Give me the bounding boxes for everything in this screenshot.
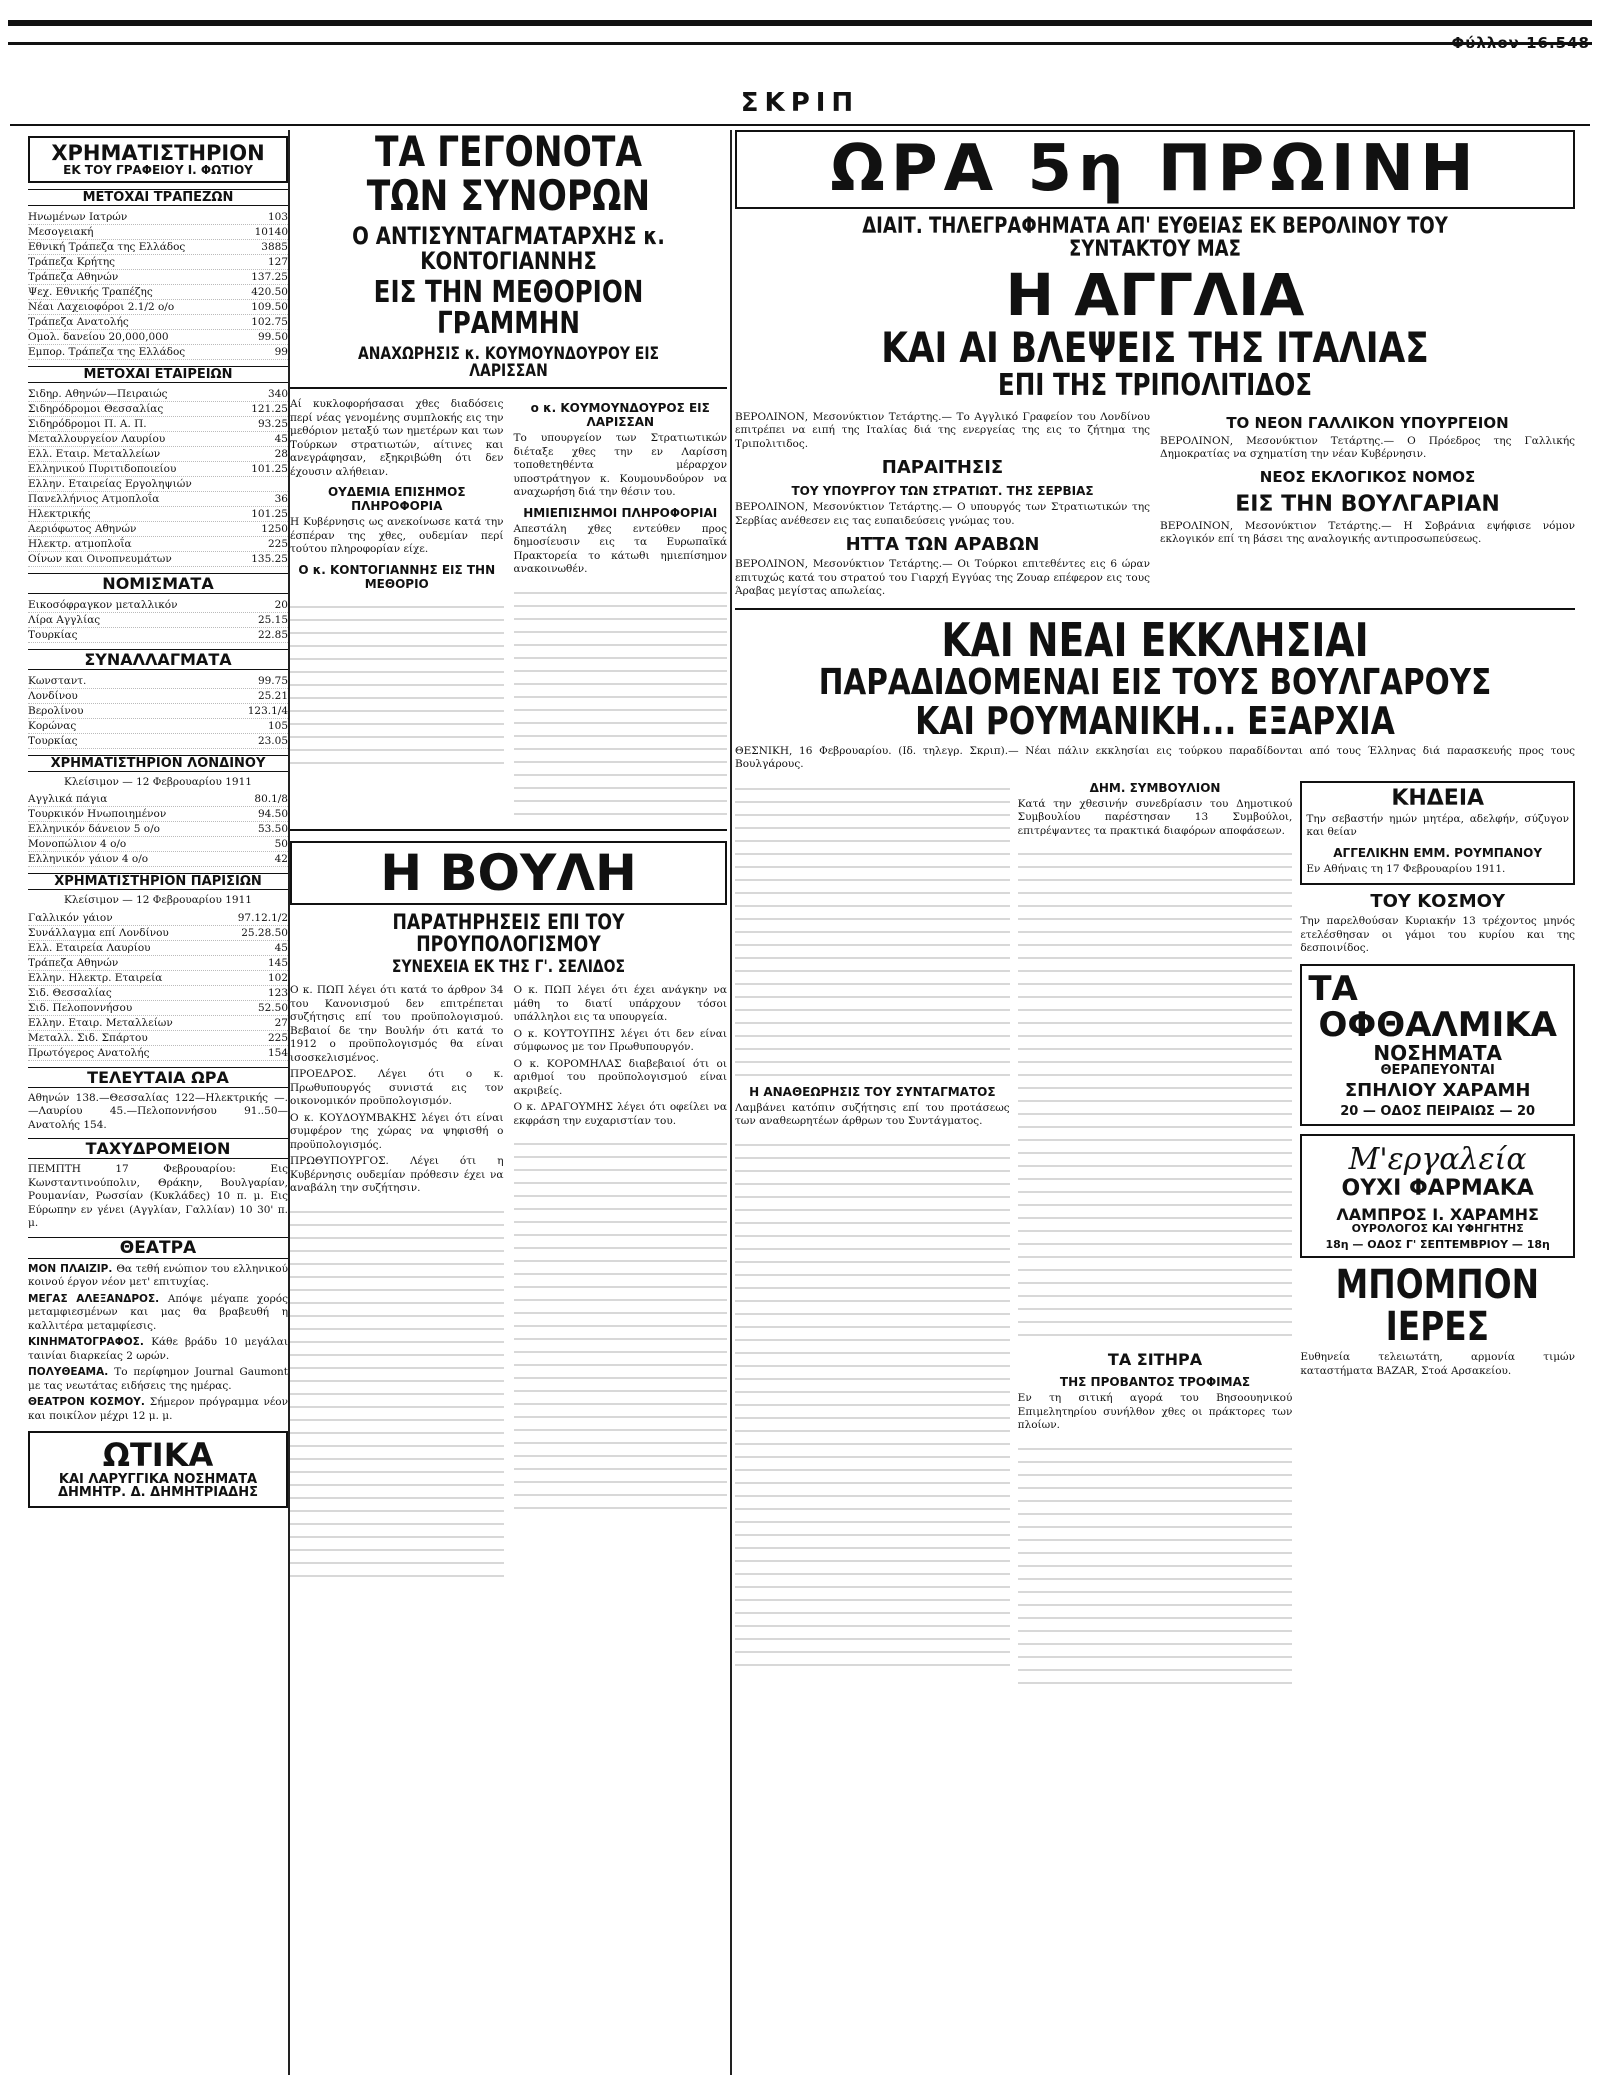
- price-label: Βερολίνου: [28, 704, 84, 717]
- text-block: [290, 597, 504, 767]
- grain-heading: ΤΑ ΣΙΤΗΡΑ: [1107, 1350, 1203, 1370]
- bulgaria-heading: ΝΕΟΣ ΕΚΛΟΓΙΚΟΣ ΝΟΜΟΣ: [1259, 467, 1476, 486]
- bonbon-ad-title: ΜΠΟΜΠΟΝ ΙΕΡΕΣ: [1335, 1262, 1540, 1351]
- parliament-text-5: Ο κ. ΠΩΠ λέγει ότι έχει ανάγκην να μάθη το διατί υπάρχουν τόσοι υπάλληλοι εις τα υπουργεία.: [513, 984, 727, 1024]
- theatre-text: Θα τεθή ενώπιον του ελληνικού κοινού έργον νέον μετ' επιτυχίας.: [28, 1262, 288, 1289]
- price-row: [28, 837, 288, 852]
- price-value: 109.50: [251, 300, 288, 313]
- price-row: [28, 719, 288, 734]
- border-text-3: Η Κυβέρνησις ως ανεκοίνωσε κατά την έσπέραν της χθες, ουδεμίαν περί τούτου πληροφορίαν είχε.: [290, 516, 504, 556]
- border-headline: ΤΑ ΓΕΓΟΝΟΤΑ ΤΩΝ ΣΥΝΟΡΩΝ: [366, 130, 651, 221]
- parliament-text-4: ΠΡΩΘΥΠΟΥΡΓΟΣ. Λέγει ότι η Κυβέρνησις ουδεμίαν πρόθεσιν έχει να αναβάλη την συζήτησιν.: [290, 1155, 504, 1195]
- kontogiannis-heading: Ο κ. ΚΟΝΤΟΓΙΑΝΝΗΣ ΕΙΣ ΤΗΝ ΜΕΘΟΡΙΟ: [298, 562, 496, 591]
- eye-clinic-ad: [1300, 964, 1575, 1127]
- price-row: [28, 941, 288, 956]
- telegram-text-4: ΒΕΡΟΛΙΝΟΝ, Μεσονύκτιον Τετάρτης.— Ο Πρόεδρος της Γαλλικής Δημοκρατίας να σχηματίση την νέαν Κυβέρνησιν.: [1160, 434, 1575, 461]
- border-text-4: Απεστάλη χθες εντεύθεν προς δημοσίευσιν εις τα Ευρωπαϊκά Πρακτορεία το κάτωθι ημιεπίσημον ανακοινωθέν.: [513, 522, 727, 576]
- price-label: Σιδηρόδρομοι Π. Α. Π.: [28, 417, 147, 430]
- companies-heading: ΜΕΤΟΧΑΙ ΕΤΑΙΡΕΙΩΝ: [28, 366, 288, 383]
- price-label: Κορώνας: [28, 719, 77, 732]
- churches-sub1: ΠΑΡΑΔΙΔΟΜΕΝΑΙ ΕΙΣ ΤΟΥΣ ΒΟΥΛΓΑΡΟΥΣ: [818, 662, 1492, 704]
- london-date: Κλείσιμον — 12 Φεβρουαρίου 1911: [64, 775, 252, 788]
- theatres-list: [28, 1263, 288, 1424]
- england-sub2: ΕΠΙ ΤΗΣ ΤΡΙΠΟΛΙΤΙΔΟΣ: [997, 368, 1313, 404]
- price-label: Εθνική Τράπεζα της Ελλάδος: [28, 240, 186, 253]
- fx-heading: ΣΥΝΑΛΛΑΓΜΑΤΑ: [28, 649, 288, 670]
- price-row: [28, 704, 288, 719]
- companies-table: [28, 387, 288, 567]
- ad-title: ΩΤΙΚΑ: [102, 1436, 214, 1475]
- price-value: 80.1/8: [254, 793, 288, 806]
- price-row: [28, 240, 288, 255]
- text-block: [735, 779, 1010, 1079]
- price-value: 23.05: [257, 734, 288, 747]
- price-label: Τράπεζα Ανατολής: [28, 315, 129, 328]
- price-row: [28, 507, 288, 522]
- price-label: Τράπεζα Κρήτης: [28, 255, 116, 268]
- column-telegrams: [735, 130, 1575, 2075]
- price-row: [28, 300, 288, 315]
- price-value: 50: [274, 838, 288, 851]
- price-label: Ομολ. δανείου 20,000,000: [28, 330, 169, 343]
- price-value: 1250: [261, 522, 288, 535]
- theatre-entry: [28, 1336, 288, 1363]
- parliament-banner: [290, 841, 727, 906]
- price-row: [28, 447, 288, 462]
- coins-table: [28, 598, 288, 643]
- price-row: [28, 432, 288, 447]
- post-heading: ΤΑΧΥΔΡΟΜΕΙΟΝ: [28, 1138, 288, 1159]
- price-value: 135.25: [251, 552, 288, 565]
- price-label: Πρωτόγερος Ανατολής: [28, 1046, 150, 1059]
- border-sub3: ΑΝΑΧΩΡΗΣΙΣ κ. ΚΟΥΜΟΥΝΔΟΥΡΟΥ ΕΙΣ ΛΑΡΙΣΣΑΝ: [357, 343, 660, 382]
- price-row: [28, 492, 288, 507]
- telegram-text-9: Εν τη σιτική αγορά του Βησοουηνικού Επιμελητηρίου συνήλθον χθες οι πράκτορες των πλοίων.: [1017, 1392, 1293, 1432]
- masthead: ΣΚΡΙΠ: [740, 88, 860, 118]
- price-row: [28, 956, 288, 971]
- paris-table: [28, 911, 288, 1061]
- price-row: [28, 598, 288, 613]
- price-value: 154: [267, 1046, 288, 1059]
- price-value: 102.75: [251, 315, 288, 328]
- telegram-text-1: ΒΕΡΟΛΙΝΟΝ, Μεσονύκτιον Τετάρτης.— Το Αγγλικό Γραφείον του Λονδίνου επιτρέπει να ειπή της Ιταλίας διά της ενεργείας της εις το ζήτημα της Τριπολιτιδος.: [735, 410, 1150, 450]
- parliament-text-6: Ο κ. ΚΟΥΤΟΥΠΗΣ λέγει ότι δεν είναι σύμφωνος με τον Πρωθυπουργόν.: [513, 1027, 727, 1054]
- price-label: Οίνων και Οινοπνευμάτων: [28, 552, 172, 565]
- price-row: [28, 270, 288, 285]
- grain-subheading: ΤΗΣ ΠΡΟΒΑΝΤΟΣ ΤΡΟΦΙΜΑΣ: [1059, 1375, 1251, 1390]
- parliament-columns: [290, 981, 727, 1582]
- herb-ad-role: ΟΥΡΟΛΟΓΟΣ ΚΑΙ ΥΦΗΓΗΤΗΣ: [1351, 1222, 1524, 1236]
- top-rule: [8, 20, 1592, 45]
- parliament-continued: ΣΥΝΕΧΕΙΑ ΕΚ ΤΗΣ Γ'. ΣΕΛΙΔΟΣ: [391, 957, 626, 978]
- price-row: [28, 315, 288, 330]
- price-value: 99.75: [257, 674, 288, 687]
- theatre-entry: [28, 1396, 288, 1423]
- price-label: Μεσογειακή: [28, 225, 94, 238]
- theatre-text: Κάθε βράδυ 10 μεγάλαι ταινίαι διαρκείας 2 ωρών.: [28, 1336, 288, 1362]
- price-value: 103: [267, 210, 288, 223]
- price-row: [28, 255, 288, 270]
- price-label: Ελληνικόν γάιον 4 ο/ο: [28, 853, 149, 866]
- price-value: 93.25: [257, 417, 288, 430]
- theatres-heading: ΘΕΑΤΡΑ: [28, 1237, 288, 1259]
- price-label: Τουρκικόν Ηνωποιημένον: [28, 808, 167, 821]
- price-row: [28, 613, 288, 628]
- price-row: [28, 210, 288, 225]
- theatre-name: ΜΕΓΑΣ ΑΛΕΞΑΝΔΡΟΣ.: [28, 1292, 168, 1305]
- funeral-notice: [1300, 781, 1575, 886]
- london-heading: ΧΡΗΜΑΤΙΣΤΗΡΙΟΝ ΛΟΝΔΙΝΟΥ: [28, 755, 288, 772]
- bourse-header: [28, 136, 288, 183]
- banner-box: [735, 130, 1575, 209]
- telegram-text-2: ΒΕΡΟΛΙΝΟΝ, Μεσονύκτιον Τετάρτης.— Ο υπουργός των Στρατιωτικών της Σερβίας ανέθεσεν εις τας ευπαιδεύσεις γνώμας του.: [735, 501, 1150, 527]
- rule: [290, 387, 727, 389]
- post-text: ΠΕΜΠΤΗ 17 Φεβρουαρίου: Εις Κωνσταντινούπολιν, Θράκην, Βουλγαρίαν, Ρουμανίαν, Ρωσσίαν (Κυκλάδες) 10 π. μ. Εις Εύρωπην εν γένει (Αγγλίαν, Γαλλίαν) 10 30' π. μ.: [28, 1163, 288, 1230]
- paris-date: Κλείσιμον — 12 Φεβρουαρίου 1911: [64, 894, 252, 907]
- churches-headline: ΚΑΙ ΝΕΑΙ ΕΚΚΛΗΣΙΑΙ: [941, 612, 1369, 667]
- price-row: [28, 971, 288, 986]
- price-value: 101.25: [251, 462, 288, 475]
- funeral-heading: ΚΗΔΕΙΑ: [1391, 785, 1485, 811]
- eye-address: 20 — ΟΔΟΣ ΠΕΙΡΑΙΩΣ — 20: [1340, 1103, 1536, 1119]
- price-label: Ηλεκτρικής: [28, 507, 91, 520]
- price-row: [28, 628, 288, 643]
- price-value: 20: [274, 598, 288, 611]
- price-label: Μεταλλουργείον Λαυρίου: [28, 432, 166, 445]
- price-value: 137.25: [251, 270, 288, 283]
- price-value: 45: [274, 941, 288, 954]
- price-value: 97.12.1/2: [237, 911, 288, 924]
- text-block: [514, 1134, 728, 1514]
- price-label: Σιδηρ. Αθηνών—Πειραιώς: [28, 387, 168, 400]
- text-block: [1018, 844, 1293, 1344]
- lower-columns: [735, 775, 1575, 1689]
- price-value: 27: [274, 1016, 288, 1029]
- price-row: [28, 986, 288, 1001]
- border-columns: [290, 395, 727, 823]
- last-hour-text: Αθηνών 138.—Θεσσαλίας 122—Ηλεκτρικής —.—Λαυρίου 45.—Πελοποννήσου 91..50—Ανατολής 154.: [28, 1091, 288, 1131]
- price-label: Αγγλικά πάγια: [28, 793, 108, 806]
- french-cabinet-heading: ΤΟ ΝΕΟΝ ΓΑΛΛΙΚΟΝ ΥΠΟΥΡΓΕΙΟΝ: [1226, 413, 1509, 432]
- parliament-text-2: ΠΡΟΕΔΡΟΣ. Λέγει ότι ο κ. Πρωθυπουργός συνιστά εις τον οικονομικόν προϋπολογισμόν.: [290, 1068, 504, 1108]
- masthead-rule: [10, 124, 1590, 126]
- theatre-name: ΜΟΝ ΠΛΑΙΖΙΡ.: [28, 1262, 117, 1275]
- price-label: Τράπεζα Αθηνών: [28, 956, 119, 969]
- price-value: 99: [274, 345, 288, 358]
- price-label: Ελλην. Ηλεκτρ. Εταιρεία: [28, 971, 163, 984]
- price-value: 225: [267, 1031, 288, 1044]
- banks-table: [28, 210, 288, 360]
- price-value: 22.85: [257, 628, 288, 641]
- price-row: [28, 1046, 288, 1061]
- price-label: Ηλεκτρ. ατμοπλοΐα: [28, 537, 132, 550]
- border-sub1: Ο ΑΝΤΙΣΥΝΤΑΓΜΑΤΑΡΧΗΣ κ. ΚΟΝΤΟΓΙΑΝΝΗΣ: [352, 222, 665, 276]
- price-row: [28, 417, 288, 432]
- price-value: 225: [267, 537, 288, 550]
- price-label: Νέαι Λαχειοφόροι 2.1/2 ο/ο: [28, 300, 175, 313]
- column-markets: [28, 130, 288, 2075]
- england-sub1: ΚΑΙ ΑΙ ΒΛΕΨΕΙΣ ΤΗΣ ΙΤΑΛΙΑΣ: [881, 323, 1429, 373]
- constitution-heading: Η ΑΝΑΘΕΩΡΗΣΙΣ ΤΟΥ ΣΥΝΤΑΓΜΑΤΟΣ: [749, 1084, 996, 1099]
- price-row: [28, 822, 288, 837]
- theatre-entry: [28, 1263, 288, 1290]
- telegram-text-8: Λαμβάνει κατόπιν συζήτησις επί του προτάσεως των αναθεωρητέων άρθρων του Συντάγματος.: [735, 1101, 1010, 1128]
- price-row: [28, 807, 288, 822]
- england-headline: Η ΑΓΓΛΙΑ: [1005, 261, 1305, 330]
- parliament-title: Η ΒΟΥΛΗ: [380, 843, 637, 902]
- price-value: 42: [274, 853, 288, 866]
- bonbon-ad-text: Ευθηνεία τελειωτάτη, αρμονία τιμών καταστήματα BAZAR, Στοά Αρσακείου.: [1300, 1351, 1575, 1377]
- price-row: [28, 402, 288, 417]
- ad-subtitle: ΚΑΙ ΛΑΡΥΓΓΙΚΑ ΝΟΣΗΜΑΤΑ: [58, 1471, 258, 1487]
- text-block: [735, 1135, 1010, 1675]
- price-row: [28, 225, 288, 240]
- text-block: [1018, 1439, 1293, 1689]
- last-hour-heading: ΤΕΛΕΥΤΑΙΑ ΩΡΑ: [28, 1067, 288, 1088]
- price-value: 36: [274, 492, 288, 505]
- parliament-subtitle: ΠΑΡΑΤΗΡΗΣΕΙΣ ΕΠΙ ΤΟΥ ΠΡΟΥΠΟΛΟΓΙΣΜΟΥ: [392, 910, 625, 957]
- price-value: 145: [267, 956, 288, 969]
- semi-official-heading: ΗΜΙΕΠΙΣΗΜΟΙ ΠΛΗΡΟΦΟΡΙΑΙ: [523, 505, 718, 520]
- border-text-1: Αί κυκλοφορήσασαι χθες διαδόσεις περί νέας γενομένης συμπλοκής εις την μεθόριον μεταξύ των ημετέρων και των Τούρκων στρατιωτών, αίτινες και ανεγράφησαν, εξηκριβώθη ότι δεν έχουσιν αλήθειαν.: [290, 398, 504, 478]
- price-row: [28, 926, 288, 941]
- border-sub2: ΕΙΣ ΤΗΝ ΜΕΘΟΡΙΟΝ ΓΡΑΜΜΗΝ: [373, 274, 644, 342]
- price-row: [28, 462, 288, 477]
- price-label: Πανελλήνιος Ατμοπλοΐα: [28, 492, 160, 505]
- eye-ad-line2: ΟΦΘΑΛΜΙΚΑ: [1318, 1004, 1557, 1045]
- funeral-text: Την σεβαστήν ημών μητέρα, αδελφήν, σύζυγον και θείαν: [1306, 812, 1570, 839]
- price-value: 121.25: [251, 402, 288, 415]
- price-value: 102: [267, 971, 288, 984]
- price-label: Ψεχ. Εθνικής Τραπέζης: [28, 285, 153, 298]
- theatre-name: ΠΟΛΥΘΕΑΜΑ.: [28, 1366, 115, 1379]
- price-value: 25.28.50: [241, 926, 288, 939]
- price-label: Κωνσταντ.: [28, 674, 87, 687]
- price-label: Σιδ. Πελοποννήσου: [28, 1001, 133, 1014]
- price-row: [28, 1001, 288, 1016]
- herb-ad-line2: ΟΥΧΙ ΦΑΡΜΑΚΑ: [1341, 1176, 1534, 1202]
- price-value: 101.25: [251, 507, 288, 520]
- eye-doctor-name: ΣΠΗΛΙΟΥ ΧΑΡΑΜΗ: [1344, 1079, 1531, 1101]
- banner-subtitle: ΔΙΑΙΤ. ΤΗΛΕΓΡΑΦΗΜΑΤΑ ΑΠ' ΕΥΘΕΙΑΣ ΕΚ ΒΕΡΟΛΙΝΟΥ ΤΟΥ ΣΥΝΤΑΚΤΟΥ ΜΑΣ: [862, 214, 1448, 263]
- price-row: [28, 674, 288, 689]
- text-block: [514, 583, 728, 823]
- price-label: Μονοπώλιον 4 ο/ο: [28, 838, 127, 851]
- price-label: Λίρα Αγγλίας: [28, 613, 101, 626]
- eye-ad-line3: ΝΟΣΗΜΑΤΑ: [1373, 1041, 1502, 1066]
- official-heading: ΟΥΔΕΜΙΑ ΕΠΙΣΗΜΟΣ ΠΛΗΡΟΦΟΡΙΑ: [327, 485, 466, 514]
- society-heading: ΤΟΥ ΚΟΣΜΟΥ: [1370, 891, 1506, 913]
- theatre-name: ΚΙΝΗΜΑΤΟΓΡΑΦΟΣ.: [28, 1336, 152, 1349]
- price-value: 45: [274, 432, 288, 445]
- rule: [290, 829, 727, 831]
- price-label: Ελληνικόν δάνειον 5 ο/ο: [28, 823, 160, 836]
- price-label: Μεταλλ. Σιδ. Σπάρτου: [28, 1031, 148, 1044]
- price-row: [28, 689, 288, 704]
- herb-ad-address: 18η — ΟΔΟΣ Γ' ΣΕΠΤΕΜΒΡΙΟΥ — 18η: [1325, 1237, 1550, 1251]
- telegram-columns-top: [735, 408, 1575, 602]
- theatre-text: Σήμερον πρόγραμμα νέον και ποικίλον μέχρι 12 μ. μ.: [28, 1396, 288, 1422]
- price-value: 340: [267, 387, 288, 400]
- price-label: Γαλλικόν γάιον: [28, 911, 113, 924]
- resignation-heading: ΠΑΡΑΙΤΗΣΙΣ: [881, 457, 1004, 479]
- parliament-text-7: Ο κ. ΚΟΡΟΜΗΛΑΣ διαβεβαιοί ότι οι αριθμοί του προϋπολογισμού είναι ακριβείς.: [513, 1057, 727, 1097]
- price-row: [28, 1031, 288, 1046]
- price-label: Τουρκίας: [28, 734, 78, 747]
- price-row: [28, 285, 288, 300]
- price-value: 123.1/4: [247, 704, 288, 717]
- paris-heading: ΧΡΗΜΑΤΙΣΤΗΡΙΟΝ ΠΑΡΙΣΙΩΝ: [28, 873, 288, 890]
- price-row: [28, 345, 288, 360]
- telegram-text-3: ΒΕΡΟΛΙΝΟΝ, Μεσονύκτιον Τετάρτης.— Οι Τούρκοι επιτεθέντες εις 6 ώραν επιτυχώς κατά του στρατού του Γιαρχή Εγγύας της Ζουαρ επέφερον εις τους Άραβας μεγίστας απωλείας.: [735, 558, 1150, 598]
- parliament-text-1: Ο κ. ΠΩΠ λέγει ότι κατά το άρθρον 34 του Κανονισμού δεν επιτρέπεται συζήτησις επί του προϋπολογισμού. Βεβαιοί δε την Βουλήν ότι κατά το 1912 ο προϋπολογισμός θα είναι ισοσκελισμένος.: [290, 984, 504, 1064]
- price-label: Σιδηρόδρομοι Θεσσαλίας: [28, 402, 164, 415]
- ent-doctor-ad: [28, 1431, 288, 1508]
- fx-table: [28, 674, 288, 749]
- price-value: 94.50: [257, 808, 288, 821]
- price-row: [28, 552, 288, 567]
- price-label: Ελλ. Εταιρ. Μεταλλείων: [28, 447, 161, 460]
- price-label: Ελλ. Εταιρεία Λαυρίου: [28, 941, 151, 954]
- price-value: 25.21: [257, 689, 288, 702]
- column-border-news: [290, 130, 727, 2075]
- eye-ad-line1: ΤΑ: [1308, 968, 1358, 1009]
- price-row: [28, 852, 288, 867]
- banner-title: ΩΡΑ 5η ΠΡΩΙΝΗ: [830, 132, 1480, 206]
- theatre-name: ΘΕΑΤΡΟΝ ΚΟΣΜΟΥ.: [28, 1396, 150, 1409]
- price-row: [28, 911, 288, 926]
- price-value: 28: [274, 447, 288, 460]
- telegram-text-6: ΘΕΣΝΙΚΗ, 16 Φεβρουαρίου. (Ιδ. τηλεγρ. Σκριπ).— Νέαι πάλιν εκκλησίαι εις τούρκου παραδίδονται από τους Έλληνας διά παρασκευής προς τους Βουλγάρους.: [735, 744, 1575, 771]
- price-row: [28, 1016, 288, 1031]
- bulgaria-heading-2: ΕΙΣ ΤΗΝ ΒΟΥΛΓΑΡΙΑΝ: [1235, 491, 1500, 517]
- price-value: 53.50: [257, 823, 288, 836]
- price-label: Αεριόφωτος Αθηνών: [28, 522, 137, 535]
- price-row: [28, 330, 288, 345]
- text-block: [290, 1202, 504, 1582]
- price-value: 123: [267, 986, 288, 999]
- price-label: Σιδ. Θεσσαλίας: [28, 986, 112, 999]
- london-table: [28, 792, 288, 867]
- banks-heading: ΜΕΤΟΧΑΙ ΤΡΑΠΕΖΩΝ: [28, 189, 288, 206]
- price-value: 52.50: [257, 1001, 288, 1014]
- price-value: 3885: [261, 240, 288, 253]
- theatre-entry: [28, 1366, 288, 1393]
- ad-name: ΔΗΜΗΤΡ. Δ. ΔΗΜΗΤΡΙΑΔΗΣ: [57, 1485, 258, 1501]
- price-value: 99.50: [257, 330, 288, 343]
- price-value: 420.50: [251, 285, 288, 298]
- column-divider: [730, 130, 732, 2075]
- churches-sub2: ΚΑΙ ΡΟΥΜΑΝΙΚΗ... ΕΞΑΡΧΙΑ: [915, 698, 1395, 743]
- price-row: [28, 522, 288, 537]
- parliament-text-3: Ο κ. ΚΟΥΔΟΥΜΒΑΚΗΣ λέγει ότι είναι συμφέρον της χώρας να ψηφισθή ο προϋπολογισμός.: [290, 1111, 504, 1151]
- price-row: [28, 537, 288, 552]
- telegram-text-7: Κατά την χθεσινήν συνεδρίασιν του Δημοτικού Συμβουλίου παρέστησαν 13 Συμβούλοι, επιτρέψαντες τα πρακτικά διαφόρων αποφάσεων.: [1017, 797, 1293, 837]
- herb-ad-name: ΛΑΜΠΡΟΣ Ι. ΧΑΡΑΜΗΣ: [1336, 1204, 1539, 1224]
- theatre-text: Το περίφημον Journal Gaumont με τας νεωτάτας ειδήσεις της ημέρας.: [28, 1366, 288, 1392]
- price-value: 25.15: [257, 613, 288, 626]
- price-label: Ελλην. Εταιρ. Μεταλλείων: [28, 1016, 173, 1029]
- price-row: [28, 387, 288, 402]
- price-label: Ηνωμένων Ιατρών: [28, 210, 128, 223]
- eye-ad-line4: ΘΕΡΑΠΕΥΟΝΤΑΙ: [1380, 1063, 1495, 1079]
- price-label: Εμπορ. Τράπεζα της Ελλάδος: [28, 345, 186, 358]
- price-row: [28, 792, 288, 807]
- theatre-text: Απόψε μέγαπε χορός μεταμφιεσμένων και μας θα βραβευθή η καλλιτέρα μεταμφίεσις.: [28, 1292, 288, 1332]
- price-label: Τράπεζα Αθηνών: [28, 270, 119, 283]
- theatre-entry: [28, 1293, 288, 1334]
- price-label: Τουρκίας: [28, 628, 78, 641]
- issue-number: Φύλλον 16.548: [1451, 34, 1590, 52]
- funeral-date: Εν Αθήναις τη 17 Φεβρουαρίου 1911.: [1306, 862, 1506, 875]
- herb-ad-line1: Μ'εργαλεία: [1348, 1142, 1527, 1178]
- price-value: 105: [267, 719, 288, 732]
- society-text: Την παρελθούσαν Κυριακήν 13 τρέχοντος μηνός ετελέσθησαν οι γάμοι του κυρίου και της δεσποινίδος.: [1300, 915, 1575, 955]
- koumoundouros-heading: ο κ. ΚΟΥΜΟΥΝΔΟΥΡΟΣ ΕΙΣ ΛΑΡΙΣΣΑΝ: [530, 401, 710, 430]
- price-label: Εικοσόφραγκον μεταλλικόν: [28, 598, 178, 611]
- price-row: [28, 734, 288, 749]
- price-label: Ελλην. Εταιρείας Εργοληψιών: [28, 477, 192, 490]
- price-row: [28, 477, 288, 492]
- border-text-2: Το υπουργείον των Στρατιωτικών διέταξε χθες την εν Λαρίσση τοποθετηθέντα μέραρχον υποστράτηγον κ. Κουμουνδούρον να αναχωρήση διά την θέσιν του.: [513, 432, 727, 499]
- coins-heading: ΝΟΜΙΣΜΑΤΑ: [28, 573, 288, 594]
- funeral-name: ΑΓΓΕΛΙΚΗΝ ΕΜΜ. ΡΟΥΜΠΑΝΟΥ: [1333, 845, 1543, 860]
- arabs-heading: ΗΤΤΑ ΤΩΝ ΑΡΑΒΩΝ: [845, 534, 1040, 556]
- price-label: Λονδίνου: [28, 689, 78, 702]
- price-value: 10140: [254, 225, 288, 238]
- price-label: Συνάλλαγμα επί Λονδίνου: [28, 926, 169, 939]
- council-heading: ΔΗΜ. ΣΥΜΒΟΥΛΙΟΝ: [1089, 780, 1221, 795]
- bourse-subtitle: ΕΚ ΤΟΥ ΓΡΑΦΕΙΟΥ Ι. ΦΩΤΙΟΥ: [63, 163, 253, 178]
- urologist-ad: [1300, 1134, 1575, 1258]
- bourse-title: ΧΡΗΜΑΤΙΣΤΗΡΙΟΝ: [51, 141, 265, 165]
- telegram-text-5: ΒΕΡΟΛΙΝΟΝ, Μεσονύκτιον Τετάρτης.— Η Σοβράνια εψήφισε νόμον εκλογικόν επί τη βάσει της αναλογικής αντιπροσωπεύσεως.: [1160, 519, 1575, 546]
- parliament-text-8: Ο κ. ΔΡΑΓΟΥΜΗΣ λέγει ότι οφείλει να εκφράση την ευχαριστίαν του.: [513, 1101, 727, 1127]
- resignation-subheading: ΤΟΥ ΥΠΟΥΡΓΟΥ ΤΩΝ ΣΤΡΑΤΙΩΤ. ΤΗΣ ΣΕΡΒΙΑΣ: [791, 484, 1094, 499]
- price-value: 127: [267, 255, 288, 268]
- price-label: Ελληνικού Πυριτιδοποιείου: [28, 462, 177, 475]
- rule: [735, 608, 1575, 610]
